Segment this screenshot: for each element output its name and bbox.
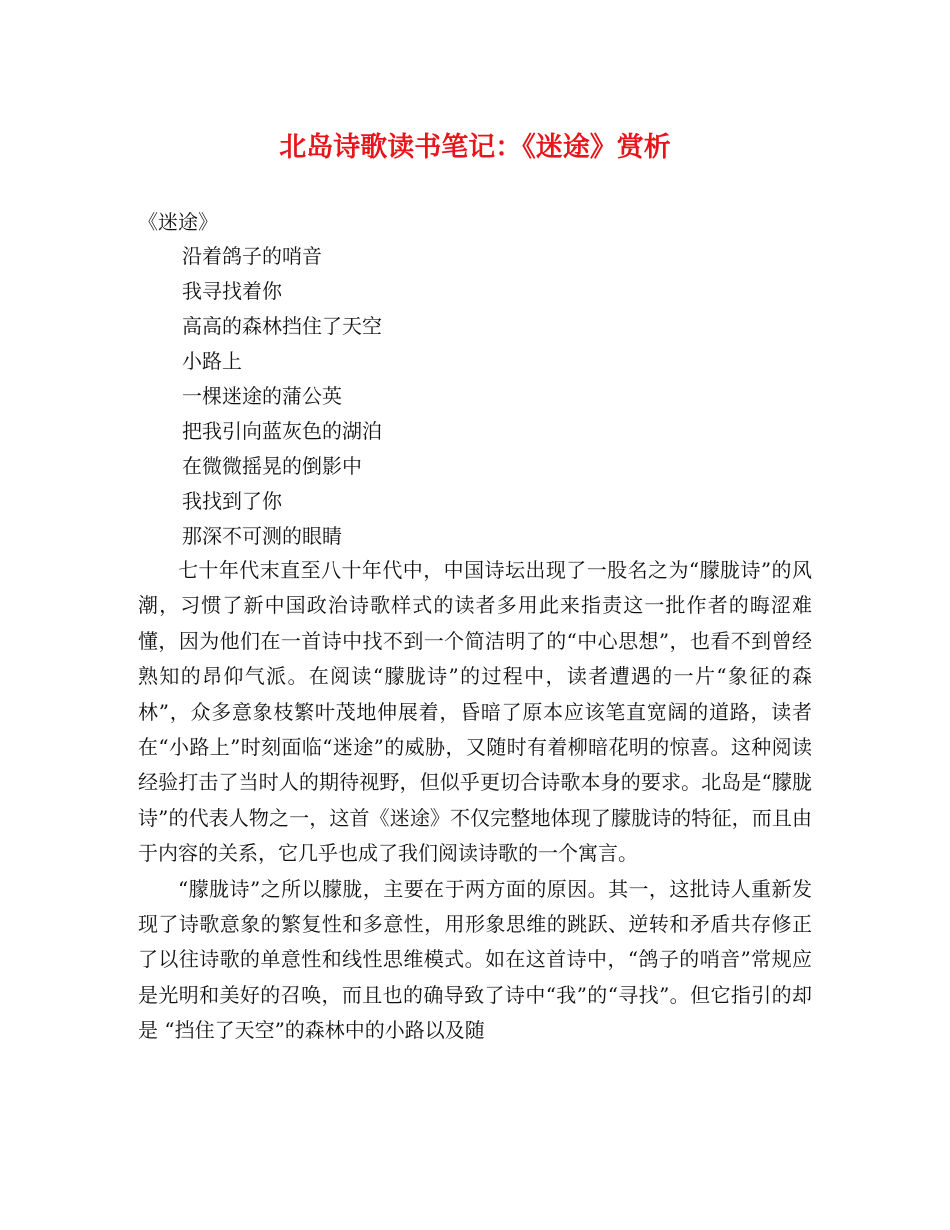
paragraph: “朦胧诗”之所以朦胧，主要在于两方面的原因。其一，这批诗人重新发现了诗歌意象的繁复性和多意性，用形象思维的跳跃、逆转和矛盾共存修正了以往诗歌的单意性和线性思维模式。如在这首诗中，“鸽子的哨音”常规应是光明和美好的召唤，而且也的确导致了诗中“我”的“寻找”。但它指引的却是 “挡住了天空”的森林中的小路以及随 [138,876,812,1043]
paragraph: 七十年代末直至八十年代中，中国诗坛出现了一股名之为“朦胧诗”的风潮，习惯了新中国政治诗歌样式的读者多用此来指责这一批作者的晦涩难懂，因为他们在一首诗中找不到一个简洁明了的“中心思想”，也看不到曾经熟知的昂仰气派。在阅读“朦胧诗”的过程中，读者遭遇的一片“象征的森林”，众多意象枝繁叶茂地伸展着，昏暗了原本应该笔直宽阔的道路，读者在“小路上”时刻面临“迷途”的威胁，又随时有着柳暗花明的惊喜。这种阅读经验打击了当时人的期待视野，但似乎更切合诗歌本身的要求。北岛是“朦胧诗”的代表人物之一，这首《迷途》不仅完整地体现了朦胧诗的特征，而且由于内容的关系，它几乎也成了我们阅读诗歌的一个寓言。 [138,558,812,866]
poem-lines [182,239,382,554]
poem-line: 那深不可测的眼睛 [182,524,342,548]
poem-line: 沿着鸽子的哨音 [182,244,322,268]
poem-line: 小路上 [182,349,242,373]
poem-line: 一棵迷途的蒲公英 [182,384,342,408]
document-title: 北岛诗歌读书笔记：《迷途》赏析 [279,132,671,163]
poem-line: 我找到了你 [182,489,282,513]
poem-line: 在微微摇晃的倒影中 [182,454,362,478]
poem-line: 把我引向蓝灰色的湖泊 [182,419,382,443]
poem-line: 高高的森林挡住了天空 [182,314,382,338]
poem-line: 我寻找着你 [182,279,282,303]
body-text [138,553,812,1049]
poem-title: 《迷途》 [138,210,218,234]
